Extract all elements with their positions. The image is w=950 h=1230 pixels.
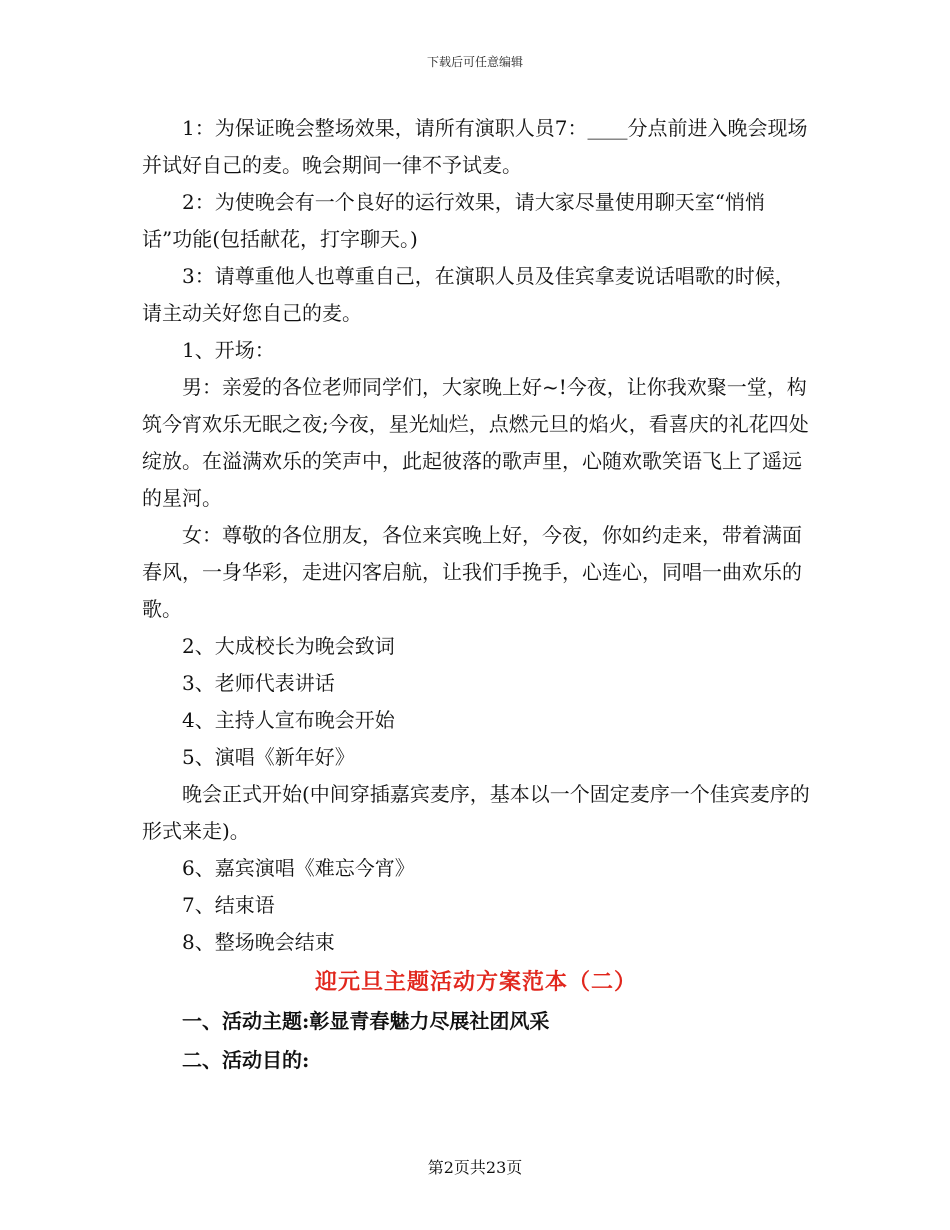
page-footer: 第2页共23页 [427,1158,523,1177]
document-content [142,110,810,1079]
list-item-host-announcement: 4、主持人宣布晚会开始 [182,708,395,732]
activity-purpose-heading: 二、活动目的: [182,1048,310,1072]
list-item-opening: 1、开场： [182,338,275,362]
paragraph-rule-1: 1：为保证晚会整场效果，请所有演职人员7：____分点前进入晚会现场并试好自己的麦。晚会期间一律不予试麦。 [142,116,808,177]
paragraph-rule-3: 3：请尊重他人也尊重自己，在演职人员及佳宾拿麦说话唱歌的时候，请主动关好您自己的麦。 [142,264,795,325]
list-item-new-year-song: 5、演唱《新年好》 [182,745,355,769]
paragraph-female-host: 女：尊敬的各位朋友，各位来宾晚上好，今夜，你如约走来，带着满面春风，一身华彩，走进闪客启航，让我们手挽手，心连心，同唱一曲欢乐的歌。 [142,523,802,621]
list-item-principal-speech: 2、大成校长为晚会致词 [182,634,395,658]
activity-theme-heading: 一、活动主题:彰显青春魅力尽展社团风采 [182,1009,550,1033]
list-item-teacher-speech: 3、老师代表讲话 [182,671,335,695]
section-title: 迎元旦主题活动方案范本（二） [314,969,637,995]
paragraph-male-host: 男：亲爱的各位老师同学们，大家晚上好~!今夜，让你我欢聚一堂，构筑今宵欢乐无眠之夜;今夜，星光灿烂，点燃元旦的焰火，看喜庆的礼花四处绽放。在溢满欢乐的笑声中，此起彼落的歌声里，心随欢歌笑语飞上了遥远的星河。 [142,375,809,510]
list-item-guest-song: 6、嘉宾演唱《难忘今宵》 [182,856,415,880]
header-note: 下载后可任意编辑 [426,55,523,69]
list-item-closing-words: 7、结束语 [182,893,275,917]
list-item-party-end: 8、整场晚会结束 [182,930,335,954]
paragraph-rule-2: 2：为使晚会有一个良好的运行效果，请大家尽量使用聊天室“悄悄话”功能(包括献花，打字聊天。) [142,190,765,251]
paragraph-party-start: 晚会正式开始(中间穿插嘉宾麦序，基本以一个固定麦序一个佳宾麦序的形式来走)。 [142,782,810,843]
